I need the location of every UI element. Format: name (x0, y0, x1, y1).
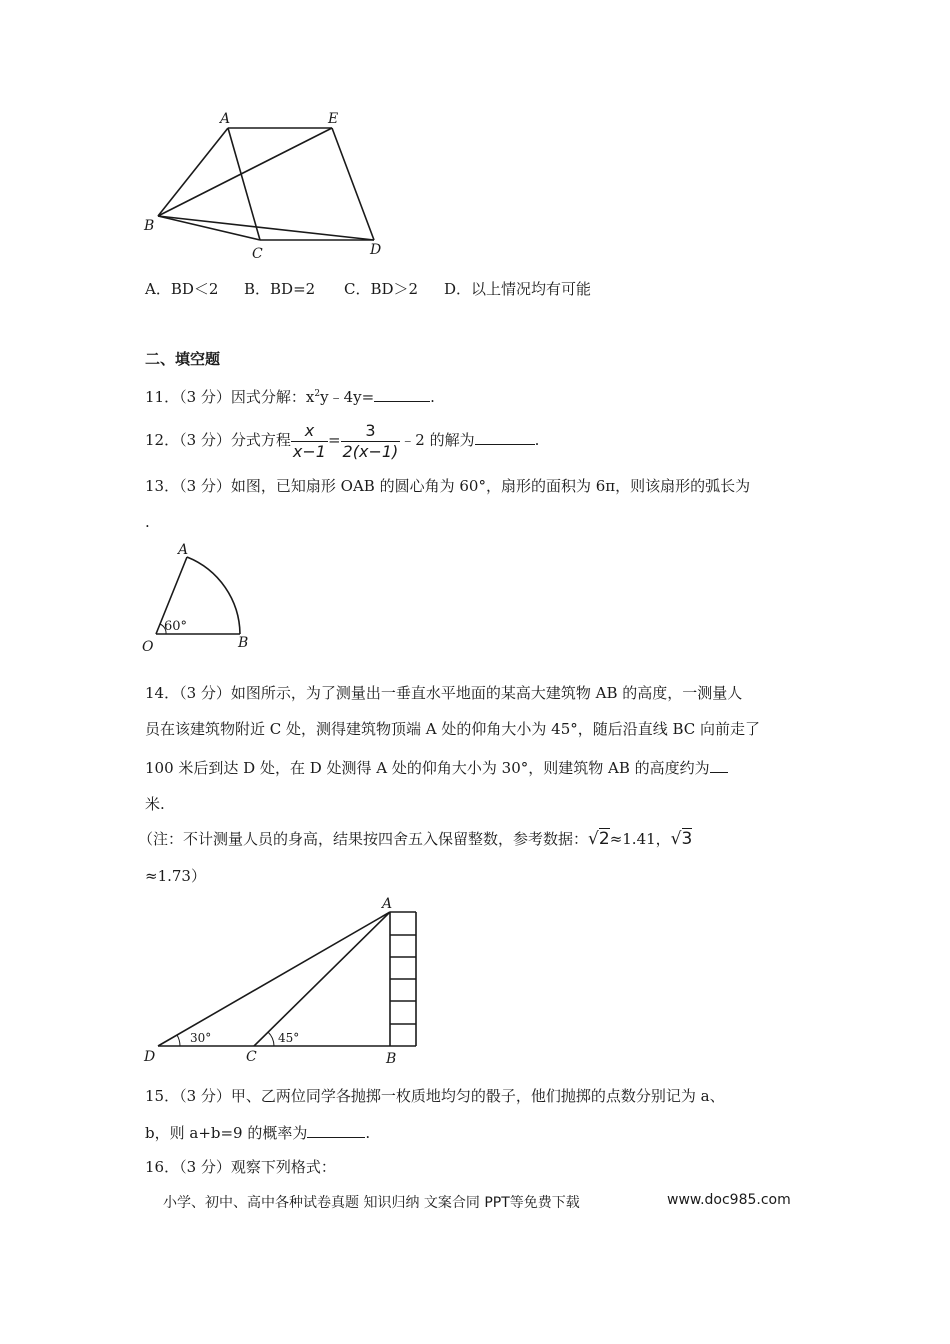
section-title: 二、填空题 (145, 350, 221, 368)
question-16: 16．（3 分）观察下列格式： (145, 1158, 336, 1176)
label-O: O (142, 639, 154, 655)
angle-30-label: 30° (190, 1031, 212, 1045)
question-14-line-4: 米. (145, 795, 165, 813)
q12-f1-num: x (291, 421, 328, 442)
q12-prefix: 12．（3 分）分式方程 (145, 431, 291, 449)
q14-note-text: （注：不计测量人员的身高，结果按四舍五入保留整数，参考数据： (138, 830, 589, 848)
label-B: B (386, 1051, 397, 1067)
question-13-line-2: . (145, 513, 150, 531)
question-14-line-1: 14．（3 分）如图所示，为了测量出一垂直水平地面的某高大建筑物 AB 的高度，一测量人 (145, 684, 743, 702)
figure-quadrilateral (140, 108, 400, 268)
label-B: B (238, 635, 249, 651)
question-14-line-2: 员在该建筑物附近 C 处，测得建筑物顶端 A 处的仰角大小为 45°，随后沿直线 BC 向前走了 (145, 720, 761, 738)
footer-website: www.doc985.com (667, 1192, 791, 1208)
label-D: D (370, 242, 382, 258)
q11-sup: 2 (314, 389, 321, 399)
q14-line3-text: 100 米后到达 D 处，在 D 处测得 A 处的仰角大小为 30°，则建筑物 AB 的高度约为 (145, 759, 710, 777)
q11-end: . (430, 388, 435, 406)
q12-end: . (534, 431, 540, 449)
q14-answer-blank (710, 758, 728, 773)
q12-fraction-2 (341, 421, 401, 462)
q12-fraction-1 (291, 421, 328, 462)
question-14-note (138, 829, 692, 849)
question-13-line-1: 13．（3 分）如图，已知扇形 OAB 的圆心角为 60°，扇形的面积为 6π，则该扇形的弧长为 (145, 477, 751, 495)
q12-f1-den: x−1 (292, 441, 326, 461)
q10-option-a: A．BD＜2 (145, 280, 219, 298)
q11-prefix: 11．（3 分）因式分解：x (145, 388, 315, 406)
angle-60-label: 60° (164, 619, 188, 634)
q10-option-b: B．BD=2 (244, 280, 316, 298)
question-14-note-2: ≈1.73） (145, 867, 206, 885)
label-E: E (328, 111, 339, 127)
angle-45-label: 45° (278, 1031, 300, 1045)
label-C: C (252, 246, 263, 262)
question-14-line-3 (145, 758, 728, 778)
question-11 (145, 384, 435, 407)
q12-rest: ﹣2 的解为 (400, 431, 475, 449)
q11-rest: y﹣4y= (320, 388, 375, 406)
footer-promo-text: 小学、初中、高中各种试卷真题 知识归纳 文案合同 PPT等免费下载 (163, 1195, 580, 1211)
figure-sector (138, 538, 268, 656)
label-D: D (144, 1049, 156, 1065)
sqrt-2-radicand: 2 (598, 829, 610, 849)
label-A: A (178, 542, 189, 558)
sqrt-3-radicand: 3 (681, 829, 693, 849)
q11-answer-blank (374, 387, 430, 402)
label-A: A (220, 111, 231, 127)
question-15-line-1: 15．（3 分）甲、乙两位同学各抛掷一枚质地均匀的骰子，他们抛掷的点数分别记为 a、 (145, 1087, 725, 1105)
q12-f2-num: 3 (341, 421, 401, 442)
figure-building (138, 890, 438, 1070)
label-A: A (382, 896, 393, 912)
q10-option-d: D．以上情况均有可能 (444, 280, 592, 298)
label-B: B (144, 218, 155, 234)
label-C: C (246, 1049, 257, 1065)
q15-end: . (365, 1124, 371, 1142)
q12-f2-den: 2(x−1) (342, 441, 399, 461)
q10-option-c: C．BD＞2 (344, 280, 419, 298)
sqrt-2-expression: √2 (588, 829, 610, 849)
question-12 (145, 418, 539, 462)
q15-answer-blank (307, 1123, 365, 1138)
q14-approx-1: ≈1.41， (609, 830, 671, 848)
sqrt-3-expression: √3 (670, 829, 693, 849)
q12-eq: = (327, 431, 341, 449)
q12-answer-blank (475, 430, 535, 445)
q15-line2-text: b，则 a+b=9 的概率为 (145, 1124, 308, 1142)
question-15-line-2 (145, 1123, 370, 1143)
